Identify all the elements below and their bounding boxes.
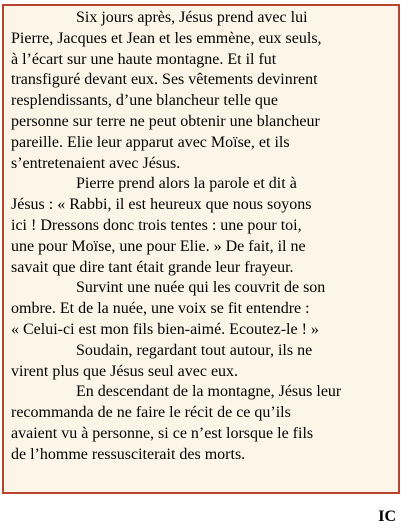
passage-line: s’entretenaient avec Jésus. [11, 154, 181, 172]
passage-line: Pierre, Jacques et Jean et les emmène, eux seuls, [11, 29, 322, 47]
passage-line: « Celui-ci est mon fils bien-aimé. Ecoutez-le ! » [11, 320, 319, 338]
signature-initials: IC [378, 508, 396, 525]
passage-line: En descendant de la montagne, Jésus leur [76, 383, 342, 401]
passage-line: savait que dire tant était grande leur frayeur. [11, 258, 294, 276]
passage-line: Jésus : « Rabbi, il est heureux que nous soyons [11, 196, 312, 214]
passage-line: de l’homme ressusciterait des morts. [11, 445, 246, 463]
passage-line: Pierre prend alors la parole et dit à [76, 175, 297, 193]
passage-line: pareille. Elie leur apparut avec Moïse, et ils [11, 133, 290, 151]
passage-line: transfiguré devant eux. Ses vêtements devinrent [11, 71, 318, 89]
passage-line: personne sur terre ne peut obtenir une blancheur [11, 112, 320, 130]
passage-line: ombre. Et de la nuée, une voix se fit entendre : [11, 300, 310, 318]
passage-line: à l’écart sur une haute montagne. Et il fut [11, 50, 277, 68]
passage-line: resplendissants, d’une blancheur telle que [11, 92, 279, 110]
passage-line: virent plus que Jésus seul avec eux. [11, 362, 239, 380]
passage-line: Six jours après, Jésus prend avec lui [76, 9, 308, 26]
passage-line: Survint une nuée qui les couvrit de son [76, 279, 326, 297]
passage-line: recommanda de ne faire le récit de ce qu’ils [11, 404, 291, 422]
passage-line: une pour Moïse, une pour Elie. » De fait, il ne [11, 237, 306, 255]
passage-line: ici ! Dressons donc trois tentes : une pour toi, [11, 216, 302, 234]
passage-line: avaient vu à personne, si ce n’est lorsque le fils [11, 424, 314, 442]
gospel-passage [11, 8, 397, 466]
passage-line: Soudain, regardant tout autour, ils ne [76, 341, 313, 359]
